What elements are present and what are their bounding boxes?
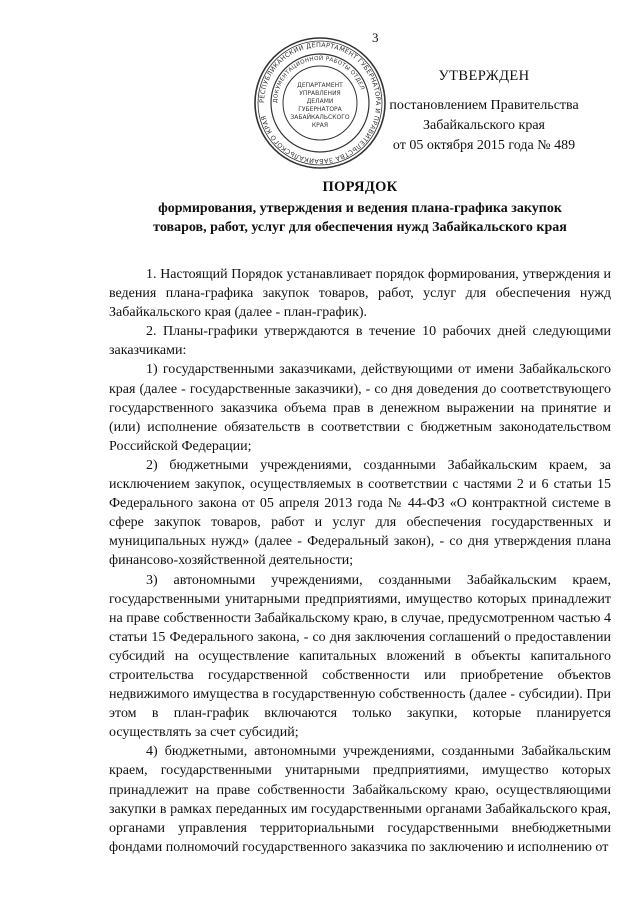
seal-outer-text: РЕСПУБЛИКАНСКИЙ ДЕПАРТАМЕНТ ГУБЕРНАТОРА И ПРАВИТЕЛЬСТВА ЗАБАЙКАЛЬСКОГО КРАЯ	[257, 40, 383, 166]
seal-center-line: ГУБЕРНАТОРА	[298, 106, 342, 113]
approval-line: Забайкальского края	[422, 118, 545, 133]
approval-line: от 05 октября 2015 года № 489	[392, 138, 576, 153]
paragraph: 2. Планы-графики утверждаются в течение 10 рабочих дней следующими заказчиками:	[109, 324, 611, 359]
seal-inner-text: ДОКУМЕНТАЦИОННОЙ РАБОТЫ ОТДЕЛ	[272, 55, 365, 104]
paragraph: 1) государственными заказчиками, действующими от имени Забайкальского края (далее - государственные заказчики), - со дня доведения до соответствующего государственного заказчика объема прав в денежном выражении на принятие и (или) исполнение обязательств в соответствии с бюджетным законодательством Российской Федерации;	[109, 362, 611, 454]
document-title	[120, 178, 600, 237]
seal-center-line: ДЕЛАМИ	[306, 98, 334, 105]
paragraph: 3) автономными учреждениями, созданными Забайкальским краем, государственными унитарными предприятиями, имущество которых принадлежит на праве собственности Забайкальскому краю, в случае, предусмотренном частью 4 статьи 15 Федерального закона, - со дня заключения соглашений о предоставлении субсидий на осуществление капитальных вложений в объекты капитального строительства государственной собственности или приобретение объектов недвижимого имущества в государственную собственность (далее - субсидии). При этом в план-график включаются только закупки, которые планируется осуществлять за счет субсидий;	[109, 572, 611, 741]
title-main: ПОРЯДОК	[322, 179, 398, 195]
paragraph: 4) бюджетными, автономными учреждениями, созданными Забайкальским краем, государственными унитарными предприятиями, имущество которых принадлежит на праве собственности Забайкальскому краю, осуществляющими закупки в рамках переданных им государственными органами Забайкальского края, органами управления территориальными государственными внебюджетными фондами полномочий государственного заказчика по заключению и исполнению от	[109, 744, 611, 855]
document-body	[109, 265, 611, 857]
paragraph: 2) бюджетными учреждениями, созданными Забайкальским краем, за исключением закупок, осуществляемых в соответствии с частями 2 и 6 статьи 15 Федерального закона от 05 апреля 2013 года № 44-ФЗ «О контрактной системе в сфере закупок товаров, работ и услуг для обеспечения государственных и муниципальных нужд» (далее - Федеральный закон), - со дня утверждения плана финансово-хозяйственной деятельности;	[109, 457, 611, 569]
title-line: товаров, работ, услуг для обеспечения нужд Забайкальского края	[153, 220, 567, 235]
seal-center-line: ЗАБАЙКАЛЬСКОГО	[290, 114, 350, 121]
approval-block	[384, 66, 584, 156]
official-seal-stamp	[252, 35, 388, 171]
page-number: 3	[372, 30, 379, 45]
seal-center-line: ДЕПАРТАМЕНТ	[297, 82, 343, 89]
paragraph: 1. Настоящий Порядок устанавливает порядок формирования, утверждения и ведения плана-графика закупок товаров, работ, услуг для обеспечения нужд Забайкальского края (далее - план-график).	[109, 267, 611, 321]
approval-heading: УТВЕРЖДЕН	[438, 68, 530, 84]
seal-center-line: УПРАВЛЕНИЯ	[299, 90, 341, 97]
approval-line: постановлением Правительства	[389, 98, 579, 113]
title-line: формирования, утверждения и ведения плана-графика закупок	[158, 201, 562, 216]
seal-center-line: КРАЯ	[311, 122, 329, 129]
